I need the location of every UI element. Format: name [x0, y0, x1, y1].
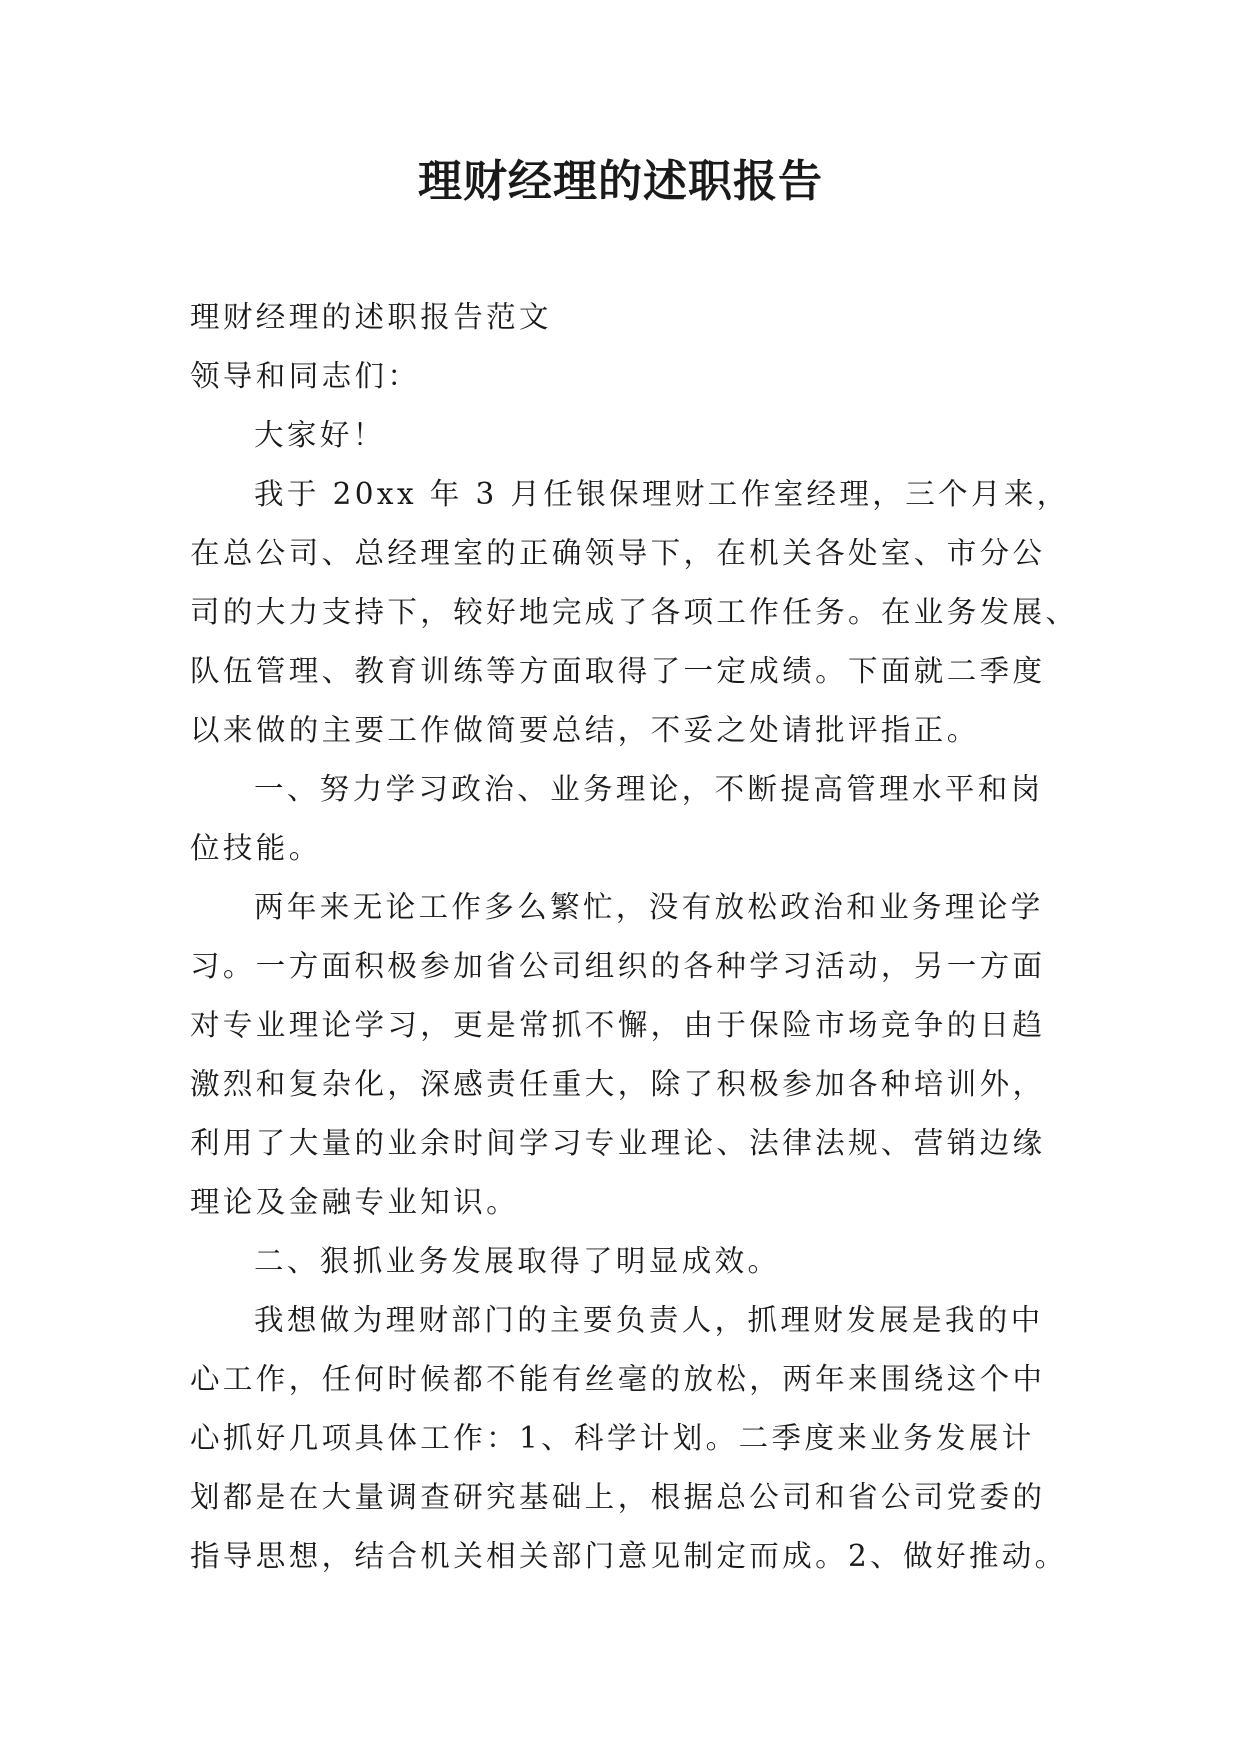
paragraph-line: 我想做为理财部门的主要负责人，抓理财发展是我的中	[254, 1303, 1044, 1337]
paragraph-line: 激烈和复杂化，深感责任重大，除了积极参加各种培训外，	[190, 1067, 1046, 1101]
section-heading-line: 二、狠抓业务发展取得了明显成效。	[254, 1244, 781, 1278]
paragraph-line: 划都是在大量调查研究基础上，根据总公司和省公司党委的	[190, 1480, 1046, 1514]
paragraph-line: 习。一方面积极参加省公司组织的各种学习活动，另一方面	[190, 949, 1046, 983]
paragraph-line: 司的大力支持下，较好地完成了各项工作任务。在业务发展、	[190, 595, 1079, 629]
section-heading-line: 一、努力学习政治、业务理论，不断提高管理水平和岗	[254, 772, 1044, 806]
document-title: 理财经理的述职报告	[418, 156, 823, 207]
paragraph-line: 指导思想，结合机关相关部门意见制定而成。2、做好推动。	[190, 1539, 1068, 1573]
paragraph-line: 以来做的主要工作做简要总结，不妥之处请批评指正。	[190, 713, 980, 747]
paragraph-line: 两年来无论工作多么繁忙，没有放松政治和业务理论学	[254, 890, 1044, 924]
salutation-line: 领导和同志们：	[190, 359, 421, 393]
paragraph-line: 心抓好几项具体工作：1、科学计划。二季度来业务发展计	[190, 1421, 1035, 1455]
document-body	[190, 288, 1079, 1586]
paragraph-line: 我于 20xx 年 3 月任银保理财工作室经理，三个月来，	[254, 477, 1070, 511]
paragraph-line: 心工作，任何时候都不能有丝毫的放松，两年来围绕这个中	[190, 1362, 1046, 1396]
subtitle-line: 理财经理的述职报告范文	[190, 300, 552, 334]
paragraph-line: 理论及金融专业知识。	[190, 1185, 520, 1219]
greeting-line: 大家好！	[254, 418, 386, 452]
section-heading-line: 位技能。	[190, 831, 322, 865]
paragraph-line: 队伍管理、教育训练等方面取得了一定成绩。下面就二季度	[190, 654, 1046, 688]
paragraph-line: 对专业理论学习，更是常抓不懈，由于保险市场竞争的日趋	[190, 1008, 1046, 1042]
paragraph-line: 利用了大量的业余时间学习专业理论、法律法规、营销边缘	[190, 1126, 1046, 1160]
paragraph-line: 在总公司、总经理室的正确领导下，在机关各处室、市分公	[190, 536, 1046, 570]
